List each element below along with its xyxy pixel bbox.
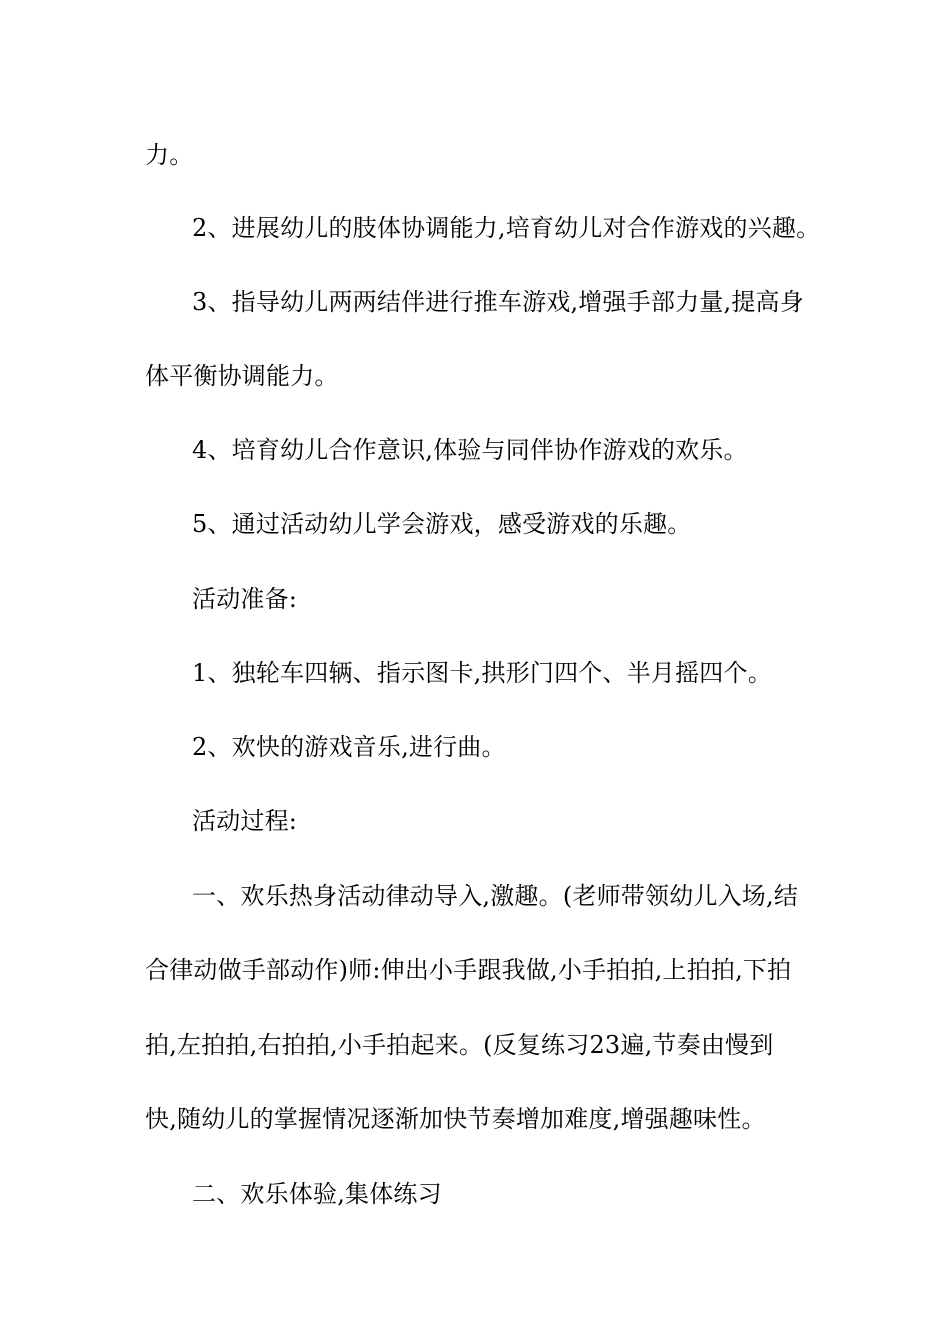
text-line-11: 一、欢乐热身活动律动导入,激趣。(老师带领幼儿入场,结 (192, 882, 799, 910)
text-line-8: 1、独轮车四辆、指示图卡,拱形门四个、半月摇四个。 (192, 659, 772, 687)
text-line-5: 4、培育幼儿合作意识,体验与同伴协作游戏的欢乐。 (192, 436, 748, 464)
text-line-12: 合律动做手部动作)师:伸出小手跟我做,小手拍拍,上拍拍,下拍 (145, 956, 792, 984)
section-heading-process: 活动过程: (192, 807, 298, 835)
text-line-6: 5、通过活动幼儿学会游戏，感受游戏的乐趣。 (192, 510, 692, 538)
text-line-2: 2、进展幼儿的肢体协调能力,培育幼儿对合作游戏的兴趣。 (192, 214, 821, 242)
text-line-13: 拍,左拍拍,右拍拍,小手拍起来。(反复练习23遍,节奏由慢到 (145, 1031, 774, 1059)
section-heading-preparation: 活动准备: (192, 585, 298, 613)
text-line-15: 二、欢乐体验,集体练习 (192, 1180, 442, 1208)
text-line-9: 2、欢快的游戏音乐,进行曲。 (192, 733, 506, 761)
text-line-4: 体平衡协调能力。 (145, 362, 339, 390)
text-line-3: 3、指导幼儿两两结伴进行推车游戏,增强手部力量,提高身 (192, 288, 804, 316)
text-line-1: 力。 (145, 141, 194, 169)
text-line-14: 快,随幼儿的掌握情况逐渐加快节奏增加难度,增强趣味性。 (145, 1105, 766, 1133)
